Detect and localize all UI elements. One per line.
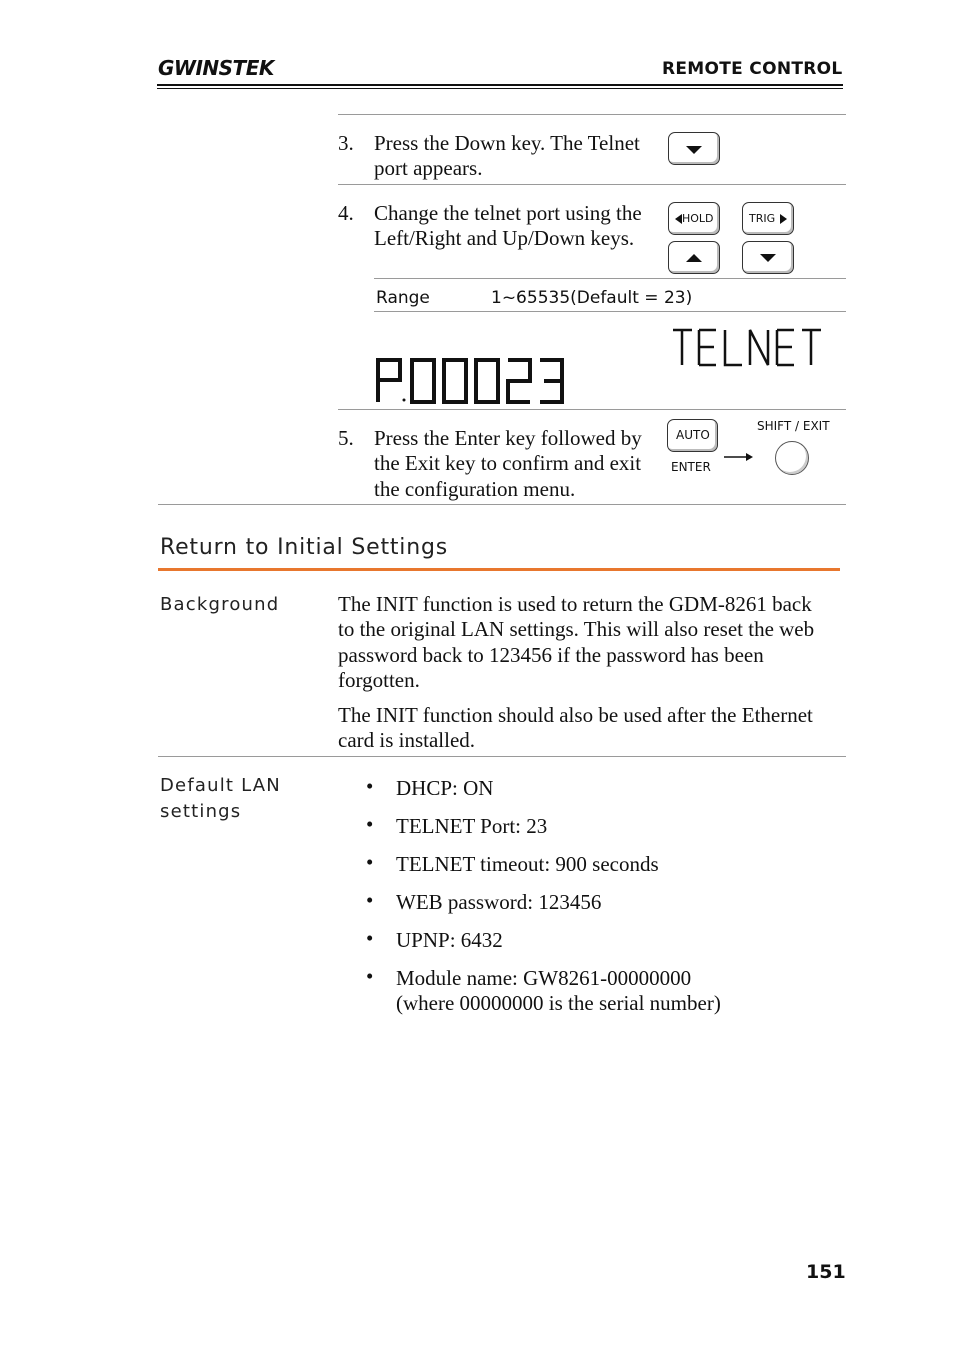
brand-logo: GWINSTEK: [158, 56, 274, 80]
background-line-5: The INIT function should also be used after the Ethernet: [338, 703, 813, 727]
table-rule: [338, 409, 846, 410]
bullet-dot: •: [366, 964, 374, 988]
bullet-dot: •: [366, 926, 374, 950]
auto-enter-key[interactable]: [667, 419, 718, 452]
lcd-main-text: [378, 360, 562, 402]
step-5-text-line2: the Exit key to confirm and exit: [374, 451, 642, 475]
step-3-text-line1: Press the Down key. The Telnet: [374, 131, 640, 155]
enter-key-label: ENTER: [671, 460, 711, 474]
step-5-text-line1: Press the Enter key followed by: [374, 426, 642, 450]
right-arrow-icon: [777, 203, 791, 236]
list-item: TELNET timeout: 900 seconds: [396, 852, 659, 876]
list-item: DHCP: ON: [396, 776, 494, 800]
range-value: 1~65535(Default = 23): [491, 288, 693, 308]
header-rule-thin: [157, 88, 843, 89]
trig-right-key[interactable]: [742, 202, 794, 235]
step-5-text-line3: the configuration menu.: [374, 477, 576, 501]
header-rule: [157, 84, 843, 86]
table-rule: [374, 311, 846, 312]
table-rule: [158, 504, 846, 505]
list-item: WEB password: 123456: [396, 890, 602, 914]
step-4-text-line2: Left/Right and Up/Down keys.: [374, 226, 635, 250]
down-key-2[interactable]: [742, 241, 794, 274]
list-item: Module name: GW8261-00000000: [396, 966, 692, 990]
step-4-number: 4.: [338, 201, 354, 225]
background-line-3: password back to 123456 if the password has been: [338, 643, 764, 667]
bullet-dot: •: [366, 774, 374, 798]
shift-exit-label: SHIFT / EXIT: [757, 419, 830, 433]
auto-key-label: AUTO: [676, 428, 710, 442]
hold-left-key[interactable]: [668, 202, 720, 235]
bullet-dot: •: [366, 812, 374, 836]
background-line-6: card is installed.: [338, 728, 476, 752]
bullet-dot: •: [366, 850, 374, 874]
background-line-2: to the original LAN settings. This will also reset the web: [338, 617, 815, 641]
section-title: Return to Initial Settings: [160, 535, 448, 560]
default-lan-label-2: settings: [160, 801, 242, 822]
lcd-sub-text: [673, 330, 821, 365]
background-label: Background: [160, 594, 280, 615]
background-line-4: forgotten.: [338, 668, 420, 692]
page-number: 151: [806, 1261, 846, 1283]
trig-key-label: TRIG: [749, 212, 776, 225]
table-rule: [374, 278, 846, 279]
step-3-number: 3.: [338, 131, 354, 155]
table-rule: [338, 184, 846, 185]
step-3-text-line2: port appears.: [374, 156, 483, 180]
section-title-underline: [158, 568, 840, 571]
step-4-text-line1: Change the telnet port using the: [374, 201, 642, 225]
table-rule: [338, 114, 846, 115]
arrow-right-icon: [723, 450, 755, 464]
step-5-number: 5.: [338, 426, 354, 450]
section-header: REMOTE CONTROL: [662, 59, 843, 79]
background-line-1: The INIT function is used to return the GDM-8261 back: [338, 592, 812, 616]
lcd-display-readout: [370, 320, 840, 410]
range-label: Range: [376, 288, 430, 308]
bullet-dot: •: [366, 888, 374, 912]
shift-exit-key[interactable]: [775, 441, 809, 475]
down-arrow-icon: [669, 133, 721, 166]
up-arrow-icon: [669, 242, 721, 275]
up-key[interactable]: [668, 241, 720, 274]
list-item: UPNP: 6432: [396, 928, 503, 952]
list-item: TELNET Port: 23: [396, 814, 548, 838]
down-arrow-icon: [743, 242, 795, 275]
hold-key-label: HOLD: [682, 212, 714, 225]
list-item-continuation: (where 00000000 is the serial number): [396, 991, 721, 1015]
table-rule: [158, 756, 846, 757]
down-key[interactable]: [668, 132, 720, 165]
default-lan-label-1: Default LAN: [160, 775, 281, 796]
